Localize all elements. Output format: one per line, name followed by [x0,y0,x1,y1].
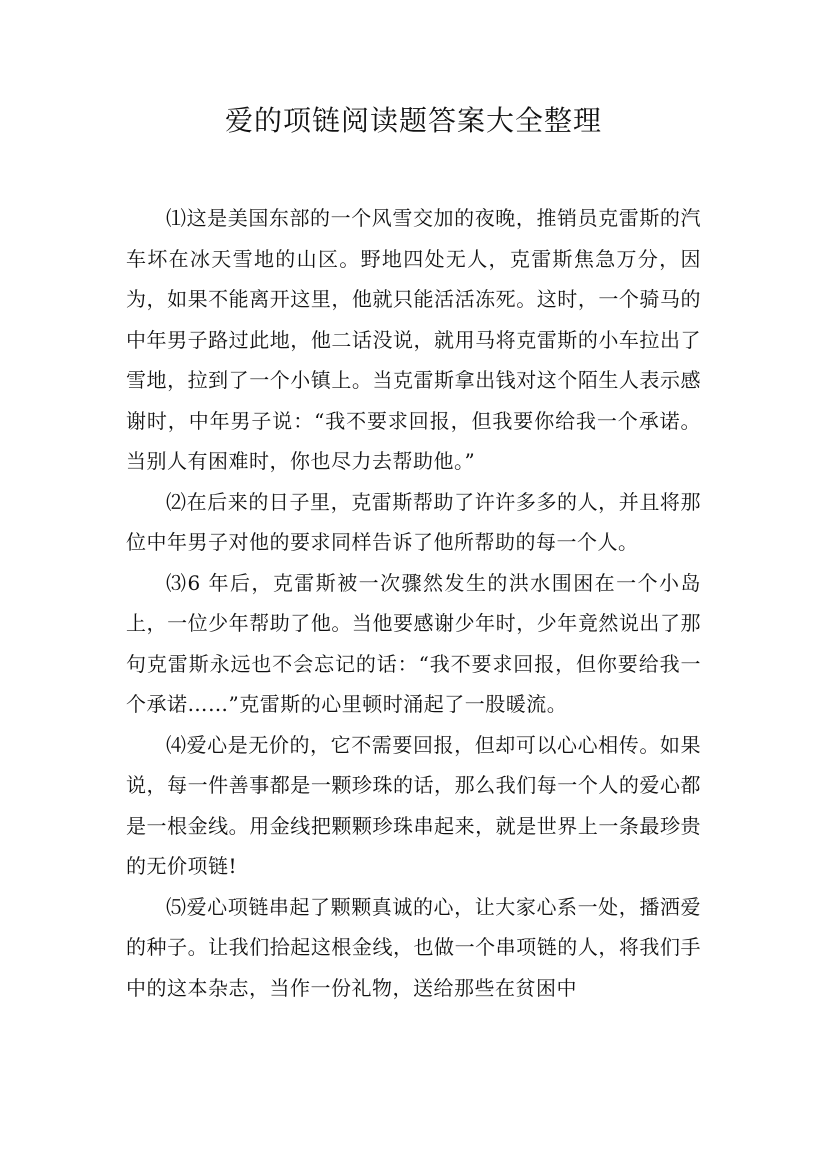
paragraph-3: ⑶6 年后，克雷斯被一次骤然发生的洪水围困在一个小岛上，一位少年帮助了他。当他要感谢少年时，少年竟然说出了那句克雷斯永远也不会忘记的话：“我不要求回报，但你要给我一个承诺……”克雷斯的心里顿时涌起了一股暖流。 [126,570,701,716]
document-body [126,198,701,1008]
paragraph-1: ⑴这是美国东部的一个风雪交加的夜晚，推销员克雷斯的汽车坏在冰天雪地的山区。野地四处无人，克雷斯焦急万分，因为，如果不能离开这里，他就只能活活冻死。这时，一个骑马的中年男子路过此地，他二话没说，就用马将克雷斯的小车拉出了雪地，拉到了一个小镇上。当克雷斯拿出钱对这个陌生人表示感谢时，中年男子说：“我不要求回报，但我要你给我一个承诺。当别人有困难时，你也尽力去帮助他。” [126,206,701,473]
paragraph-4: ⑷爱心是无价的，它不需要回报，但却可以心心相传。如果说，每一件善事都是一颗珍珠的话，那么我们每一个人的爱心都是一根金线。用金线把颗颗珍珠串起来，就是世界上一条最珍贵的无价项链! [126,732,701,878]
document-title: 爱的项链阅读题答案大全整理 [224,104,602,137]
paragraph-5: ⑸爱心项链串起了颗颗真诚的心，让大家心系一处，播洒爱的种子。让我们拾起这根金线，也做一个串项链的人，将我们手中的这本杂志，当作一份礼物，送给那些在贫困中 [126,894,701,1000]
paragraph-2: ⑵在后来的日子里，克雷斯帮助了许许多多的人，并且将那位中年男子对他的要求同样告诉了他所帮助的每一个人。 [126,489,701,554]
